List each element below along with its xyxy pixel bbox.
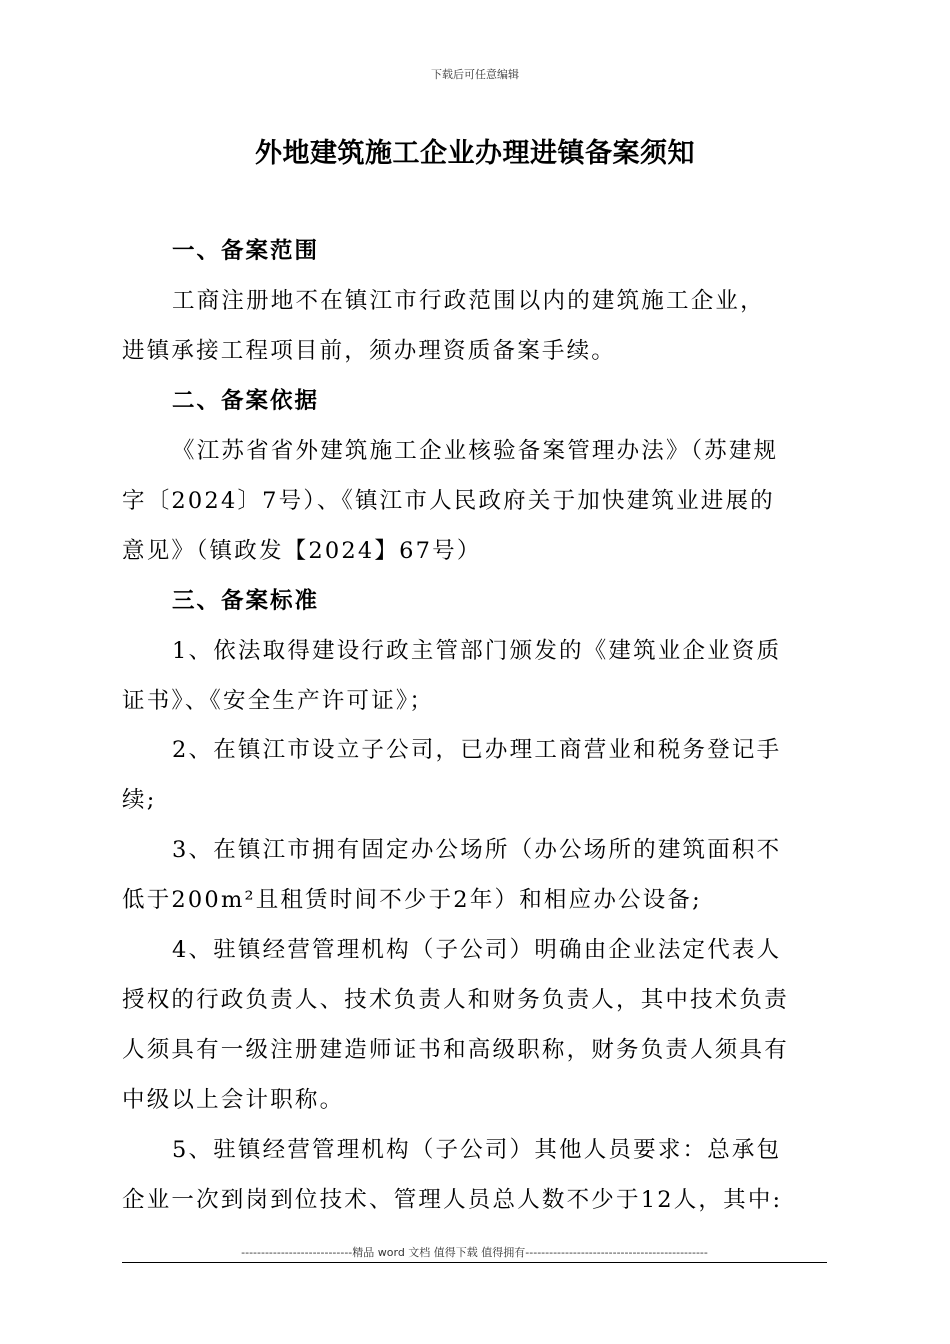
list-item-1-line: 1、依法取得建设行政主管部门颁发的《建筑业企业资质 [172, 638, 782, 664]
document-title: 外地建筑施工企业办理进镇备案须知 [255, 138, 695, 169]
list-item-3-line: 3、在镇江市拥有固定办公场所（办公场所的建筑面积不 [172, 837, 782, 863]
section-heading-standard: 三、备案标准 [172, 588, 320, 614]
paragraph-line: 《江苏省省外建筑施工企业核验备案管理办法》（苏建规 [172, 438, 779, 464]
paragraph-line: 意见》（镇政发【2024】67号） [122, 538, 482, 564]
page-footer-note: ----------------------------精品 word 文档 值得下载 值得拥有---------------------------------------------- [241, 1246, 708, 1259]
footer-divider [122, 1262, 827, 1263]
section-heading-basis: 二、备案依据 [172, 388, 320, 414]
paragraph-line: 字〔2024〕7号）、《镇江市人民政府关于加快建筑业进展的 [122, 488, 775, 514]
list-item-4-line: 4、驻镇经营管理机构（子公司）明确由企业法定代表人 [172, 937, 782, 963]
section-heading-scope: 一、备案范围 [172, 238, 320, 264]
paragraph-line: 工商注册地不在镇江市行政范围以内的建筑施工企业， [172, 288, 765, 314]
list-item-4-line: 中级以上会计职称。 [122, 1087, 345, 1113]
paragraph-line: 进镇承接工程项目前，须办理资质备案手续。 [122, 338, 617, 364]
list-item-4-line: 人须具有一级注册建造师证书和高级职称，财务负责人须具有 [122, 1037, 789, 1063]
list-item-5-line: 企业一次到岗到位技术、管理人员总人数不少于12人，其中: [122, 1187, 783, 1213]
list-item-3-line: 低于200m²且租赁时间不少于2年）和相应办公设备; [122, 887, 702, 913]
list-item-1-line: 证书》、《安全生产许可证》； [122, 688, 435, 714]
list-item-4-line: 授权的行政负责人、技术负责人和财务负责人，其中技术负责 [122, 987, 789, 1013]
list-item-2-line: 续; [122, 787, 157, 813]
list-item-5-line: 5、驻镇经营管理机构（子公司）其他人员要求：总承包 [172, 1137, 782, 1163]
list-item-2-line: 2、在镇江市设立子公司，已办理工商营业和税务登记手 [172, 737, 782, 763]
page-header-note: 下载后可任意编辑 [431, 68, 519, 81]
